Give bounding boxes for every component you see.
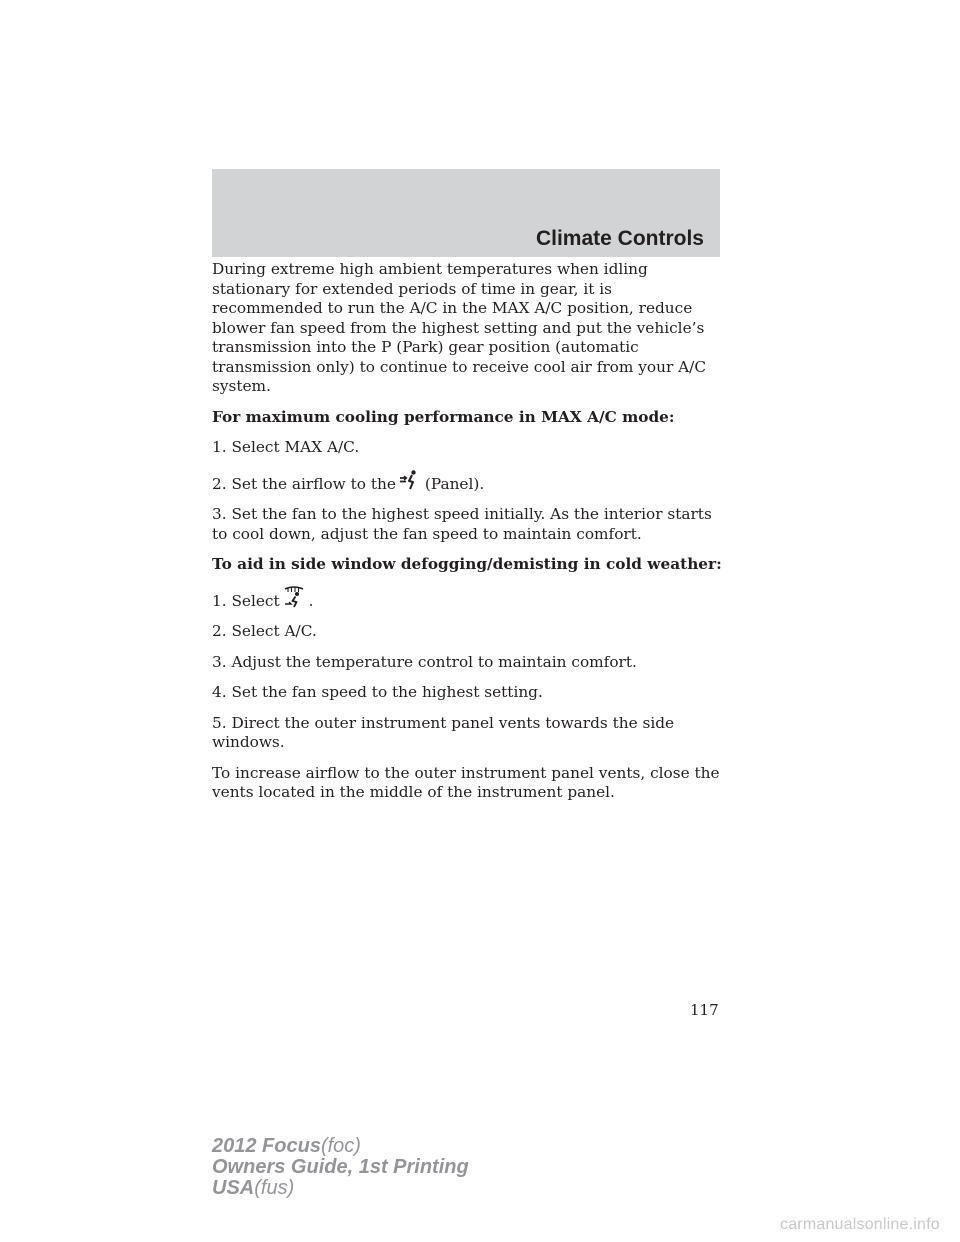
- max-ac-step-3: 3. Set the fan to the highest speed initially. As the interior starts to cool down, adjust the fan speed to maintain comfort.: [212, 505, 712, 543]
- footer-model-code: (foc): [320, 1135, 361, 1157]
- watermark-link[interactable]: carmanualsonline.info: [780, 1216, 940, 1233]
- section-title: Climate Controls: [535, 227, 704, 250]
- defog-step-1: [212, 586, 722, 612]
- floor-defrost-icon: [282, 586, 304, 608]
- defog-step-2: 2. Select A/C.: [212, 622, 317, 640]
- defog-step-4: 4. Set the fan speed to the highest setting.: [212, 683, 543, 701]
- page-number: 117: [690, 1001, 719, 1019]
- footer-market: USA: [212, 1177, 255, 1199]
- footer-model: 2012 Focus: [212, 1135, 321, 1157]
- footer-line-3: [212, 1178, 469, 1199]
- closing-paragraph: To increase airflow to the outer instrument panel vents, close the vents located in the middle of the instrument panel.: [212, 763, 720, 801]
- defog-heading: To aid in side window defogging/demisting in cold weather:: [212, 555, 722, 573]
- step-2-text: 2. Set the airflow to the: [212, 474, 396, 493]
- step-2-suffix: (Panel).: [424, 474, 485, 493]
- footer-line-1: [212, 1136, 469, 1157]
- defog-step-5: 5. Direct the outer instrument panel vents towards the side windows.: [212, 713, 675, 751]
- manual-content: [212, 260, 722, 814]
- footer-line-2: Owners Guide, 1st Printing: [212, 1156, 469, 1178]
- header-band: [212, 169, 720, 257]
- defog-step-1-text: 1. Select: [212, 591, 280, 610]
- footer-market-code: (fus): [254, 1177, 295, 1199]
- max-ac-heading: For maximum cooling performance in MAX A/C mode:: [212, 407, 675, 426]
- panel-vent-icon: [398, 469, 420, 491]
- defog-step-3: 3. Adjust the temperature control to maintain comfort.: [212, 652, 637, 671]
- max-ac-step-2: [212, 469, 722, 495]
- defog-step-1-suffix: .: [308, 591, 314, 610]
- max-ac-step-1: 1. Select MAX A/C.: [212, 438, 360, 456]
- intro-paragraph: During extreme high ambient temperatures when idling stationary for extended periods of time in gear, it is recommended to run the A/C in the MAX A/C position, reduce blower fan speed from the highest setting and put the vehicle’s transmission into the P (Park) gear position (automatic transmission only) to continue to receive cool air from your A/C system.: [212, 260, 707, 395]
- print-footer: [212, 1136, 469, 1199]
